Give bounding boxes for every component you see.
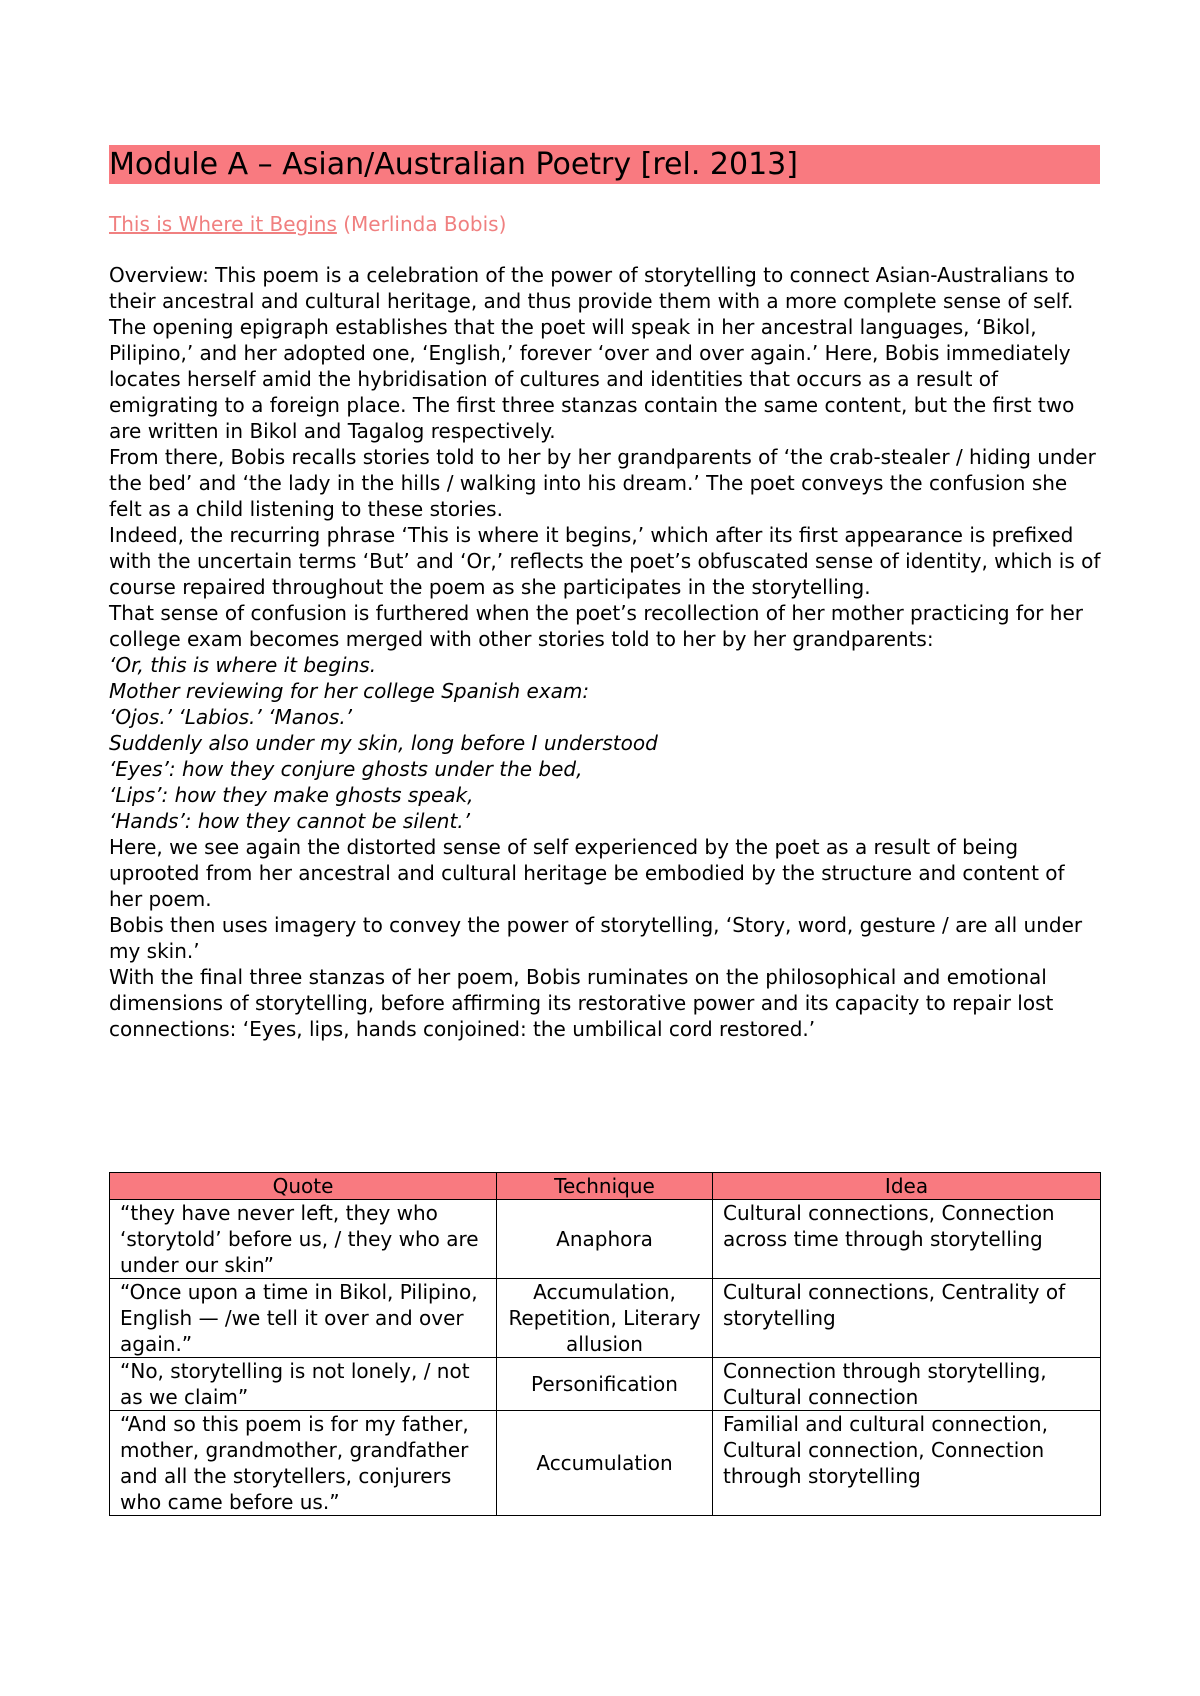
module-title: Module A – Asian/Australian Poetry [rel. 2013] bbox=[109, 145, 1100, 184]
quote-analysis-table bbox=[109, 1172, 1101, 1516]
imagery-paragraph: Bobis then uses imagery to convey the power of storytelling, ‘Story, word, gesture / are all under my skin.’ bbox=[109, 913, 1083, 963]
table-header-row bbox=[110, 1173, 1101, 1200]
quote-line: ‘Hands’: how they cannot be silent.’ bbox=[109, 809, 471, 833]
technique-cell: Anaphora bbox=[497, 1200, 713, 1279]
quote-cell: “And so this poem is for my father, mother, grandmother, grandfather and all the storytellers, conjurers who came before us.” bbox=[110, 1411, 497, 1516]
final-stanzas-paragraph: With the final three stanzas of her poem, Bobis ruminates on the philosophical and emotional dimensions of storytelling, before affirming its restorative power and its capacity to repair lost connections: ‘Eyes, lips, hands conjoined: the umbilical cord restored.’ bbox=[109, 965, 1054, 1041]
idea-cell: Connection through storytelling, Cultural connection bbox=[713, 1358, 1101, 1411]
idea-cell: Cultural connections, Connection across time through storytelling bbox=[713, 1200, 1101, 1279]
quote-cell: “they have never left, they who ‘storytold’ before us, / they who are under our skin” bbox=[110, 1200, 497, 1279]
overview-paragraph: Overview: This poem is a celebration of the power of storytelling to connect Asian-Australians to their ancestral and cultural heritage, and thus provide them with a more complete sense of self. The opening epigraph establishes that the poet will speak in her ancestral languages, ‘Bikol, Pilipino,’ and her adopted one, ‘English,’ forever ‘over and over again.’ Here, Bobis immediately locates herself amid the hybridisation of cultures and identities that occurs as a result of emigrating to a foreign place. The first three stanzas contain the same content, but the first two are written in Bikol and Tagalog respectively. bbox=[109, 263, 1076, 443]
column-header-idea: Idea bbox=[713, 1173, 1101, 1200]
table-row bbox=[110, 1358, 1101, 1411]
poem-title: This is Where it Begins bbox=[109, 212, 337, 236]
quote-line: ‘Eyes’: how they conjure ghosts under the bed, bbox=[109, 757, 583, 781]
idea-cell: Familial and cultural connection, Cultural connection, Connection through storytelling bbox=[713, 1411, 1101, 1516]
grandparents-paragraph: From there, Bobis recalls stories told to her by her grandparents of ‘the crab-stealer / hiding under the bed’ and ‘the lady in the hills / walking into his dream.’ The poet conveys the confusion she felt as a child listening to these stories. bbox=[109, 445, 1096, 521]
table-row bbox=[110, 1411, 1101, 1516]
poem-heading bbox=[109, 211, 506, 237]
quote-line: ‘Ojos.’ ‘Labios.’ ‘Manos.’ bbox=[109, 705, 353, 729]
quote-line: Suddenly also under my skin, long before I understood bbox=[109, 731, 658, 755]
technique-cell: Personification bbox=[497, 1358, 713, 1411]
column-header-quote: Quote bbox=[110, 1173, 497, 1200]
quote-line: ‘Lips’: how they make ghosts speak, bbox=[109, 783, 474, 807]
table-row bbox=[110, 1200, 1101, 1279]
recurring-phrase-paragraph: Indeed, the recurring phrase ‘This is where it begins,’ which after its first appearance is prefixed with the uncertain terms ‘But’ and ‘Or,’ reflects the poet’s obfuscated sense of identity, which is of course repaired throughout the poem as she participates in the storytelling. bbox=[109, 523, 1101, 599]
confusion-paragraph: That sense of confusion is furthered when the poet’s recollection of her mother practicing for her college exam becomes merged with other stories told to her by her grandparents: bbox=[109, 601, 1083, 651]
table-row bbox=[110, 1279, 1101, 1358]
technique-cell: Accumulation bbox=[497, 1411, 713, 1516]
technique-cell: Accumulation, Repetition, Literary allusion bbox=[497, 1279, 713, 1358]
idea-cell: Cultural connections, Centrality of storytelling bbox=[713, 1279, 1101, 1358]
quote-cell: “No, storytelling is not lonely, / not as we claim” bbox=[110, 1358, 497, 1411]
poem-author: (Merlinda Bobis) bbox=[343, 212, 507, 236]
quote-line: ‘Or, this is where it begins. bbox=[109, 653, 377, 677]
analysis-text bbox=[109, 262, 1104, 1042]
quote-line: Mother reviewing for her college Spanish exam: bbox=[109, 679, 590, 703]
quote-cell: “Once upon a time in Bikol, Pilipino, English — /we tell it over and over again.” bbox=[110, 1279, 497, 1358]
distorted-self-paragraph: Here, we see again the distorted sense of self experienced by the poet as a result of being uprooted from her ancestral and cultural heritage be embodied by the structure and content of her poem. bbox=[109, 835, 1065, 911]
column-header-technique: Technique bbox=[497, 1173, 713, 1200]
